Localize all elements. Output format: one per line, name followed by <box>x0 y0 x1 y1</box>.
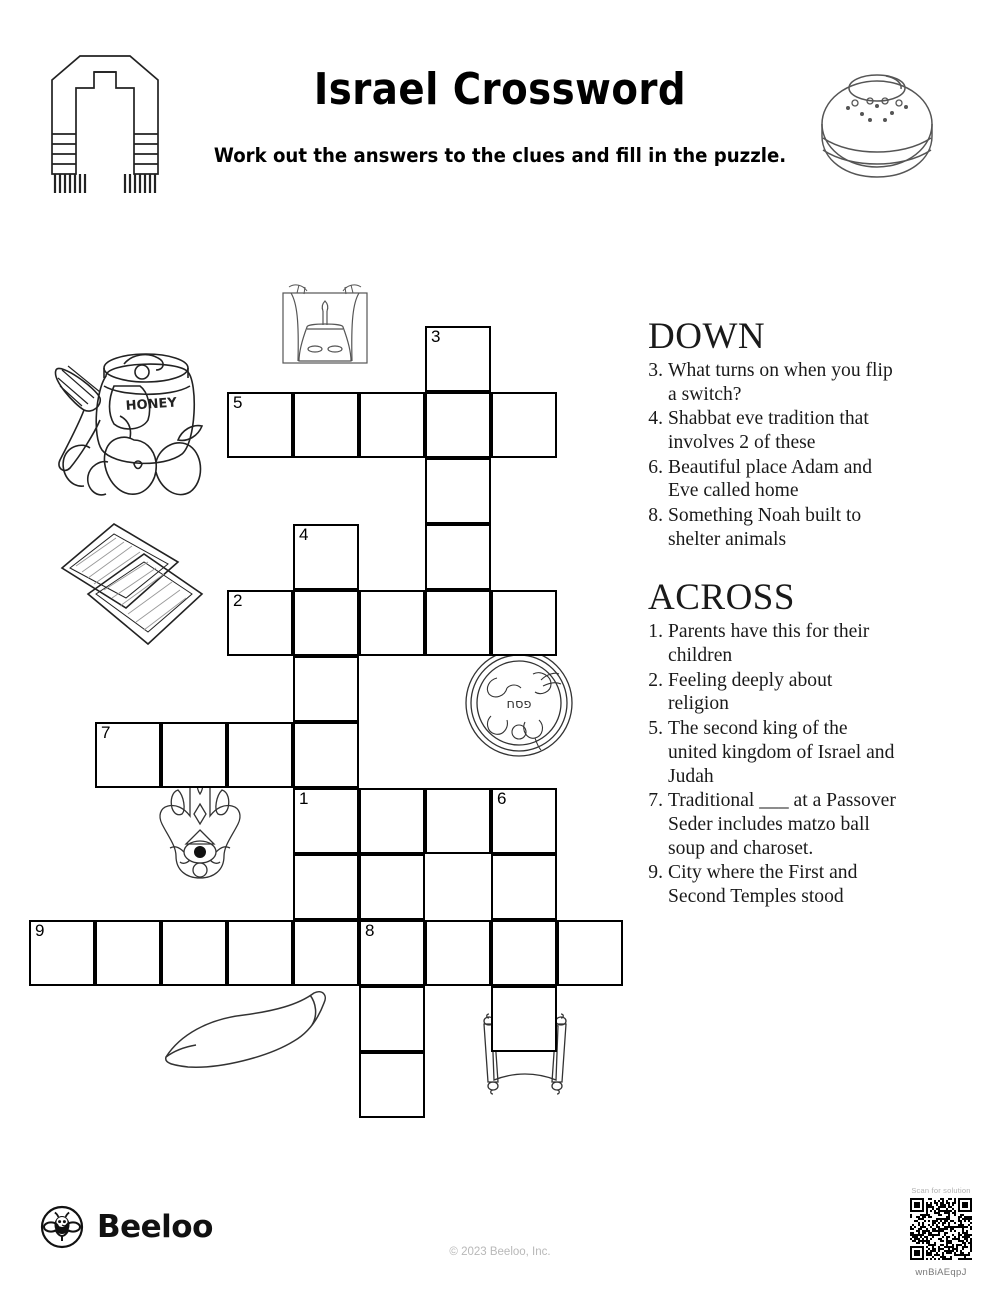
crossword-cell[interactable] <box>557 920 623 986</box>
crossword-cell[interactable] <box>425 524 491 590</box>
copyright-text: © 2023 Beeloo, Inc. <box>449 1246 551 1258</box>
across-clue-list <box>648 620 898 908</box>
cell-number: 4 <box>299 525 309 544</box>
clue-panel <box>648 318 898 910</box>
down-clue-3 <box>648 359 898 406</box>
cell-number: 7 <box>101 723 111 742</box>
clue-number: 7. <box>648 790 663 812</box>
cell-number: 3 <box>431 327 441 346</box>
crossword-cell[interactable] <box>359 854 425 920</box>
cell-number: 1 <box>299 789 309 808</box>
crossword-cell[interactable] <box>161 722 227 788</box>
qr-code-image[interactable] <box>910 1198 972 1260</box>
crossword-cell[interactable] <box>359 986 425 1052</box>
page-title: Israel Crossword <box>313 64 687 115</box>
clue-number: 2. <box>648 669 663 691</box>
crossword-cell[interactable] <box>29 920 95 986</box>
across-clue-2 <box>648 669 898 716</box>
svg-text:HONEY: HONEY <box>125 395 178 414</box>
qr-caption: Scan for solution <box>911 1186 971 1195</box>
crossword-cell[interactable] <box>425 788 491 854</box>
crossword-cell[interactable] <box>359 590 425 656</box>
clue-number: 6. <box>648 456 663 478</box>
crossword-cell[interactable] <box>425 590 491 656</box>
crossword-cell[interactable] <box>491 590 557 656</box>
across-clue-9 <box>648 861 898 908</box>
crossword-cell[interactable] <box>293 788 359 854</box>
crossword-cell[interactable] <box>227 920 293 986</box>
bee-logo-icon <box>40 1205 84 1249</box>
crossword-cell[interactable] <box>227 722 293 788</box>
clue-text: The second king of the united kingdom of Israel and Judah <box>668 718 895 787</box>
crossword-cell[interactable] <box>359 788 425 854</box>
crossword-cell[interactable] <box>359 392 425 458</box>
clue-number: 1. <box>648 621 663 643</box>
crossword-cell[interactable] <box>293 722 359 788</box>
crossword-cell[interactable] <box>95 722 161 788</box>
cell-number: 5 <box>233 393 243 412</box>
down-clue-list <box>648 359 898 552</box>
across-clue-5 <box>648 717 898 788</box>
crossword-cell[interactable] <box>359 1052 425 1118</box>
clue-text: Shabbat eve tradition that involves 2 of these <box>668 408 869 453</box>
clue-text: Something Noah built to shelter animals <box>668 505 862 550</box>
clue-number: 3. <box>648 359 663 381</box>
cell-number: 2 <box>233 591 243 610</box>
crossword-cell[interactable] <box>425 920 491 986</box>
down-clue-6 <box>648 456 898 503</box>
crossword-cell[interactable] <box>293 524 359 590</box>
crossword-cell[interactable] <box>491 392 557 458</box>
crossword-cell[interactable] <box>227 590 293 656</box>
crossword-cell[interactable] <box>293 854 359 920</box>
qr-id-text: wnBiAEqpJ <box>915 1267 967 1278</box>
clue-number: 8. <box>648 505 663 527</box>
clue-text: What turns on when you flip a switch? <box>668 359 893 405</box>
across-clue-1 <box>648 620 898 667</box>
crossword-cell[interactable] <box>359 920 425 986</box>
crossword-cell[interactable] <box>491 788 557 854</box>
clue-text: Parents have this for their children <box>668 621 870 667</box>
svg-text:פסח: פסח <box>506 697 532 712</box>
clue-number: 5. <box>648 718 663 740</box>
crossword-cell[interactable] <box>491 986 557 1052</box>
qr-block <box>905 1186 977 1278</box>
crossword-cell[interactable] <box>491 920 557 986</box>
crossword-cell[interactable] <box>491 854 557 920</box>
crossword-cell[interactable] <box>293 392 359 458</box>
crossword-cell[interactable] <box>293 920 359 986</box>
clue-text: Feeling deeply about religion <box>668 669 833 715</box>
down-heading: DOWN <box>648 316 766 357</box>
crossword-cell[interactable] <box>95 920 161 986</box>
clue-number: 9. <box>648 862 663 884</box>
crossword-cell[interactable] <box>161 920 227 986</box>
clue-number: 4. <box>648 408 663 430</box>
crossword-cell[interactable] <box>425 458 491 524</box>
clue-text: City where the First and Second Temples stood <box>668 862 858 908</box>
crossword-cell[interactable] <box>227 392 293 458</box>
clue-text: Traditional ___ at a Passover Seder includes matzo ball soup and charoset. <box>668 790 896 859</box>
down-clue-4 <box>648 407 898 454</box>
clue-text: Beautiful place Adam and Eve called home <box>668 456 873 502</box>
brand-logo <box>40 1205 213 1249</box>
cell-number: 9 <box>35 921 45 940</box>
crossword-cell[interactable] <box>293 656 359 722</box>
page-subtitle: Work out the answers to the clues and fill in the puzzle. <box>213 144 787 167</box>
across-heading: ACROSS <box>648 577 795 619</box>
crossword-cell[interactable] <box>425 392 491 458</box>
down-clue-8 <box>648 504 898 551</box>
crossword-cell[interactable] <box>425 326 491 392</box>
across-clue-7 <box>648 789 898 860</box>
brand-name: Beeloo <box>97 1209 213 1245</box>
crossword-cell[interactable] <box>293 590 359 656</box>
cell-number: 6 <box>497 789 507 808</box>
cell-number: 8 <box>365 921 375 940</box>
